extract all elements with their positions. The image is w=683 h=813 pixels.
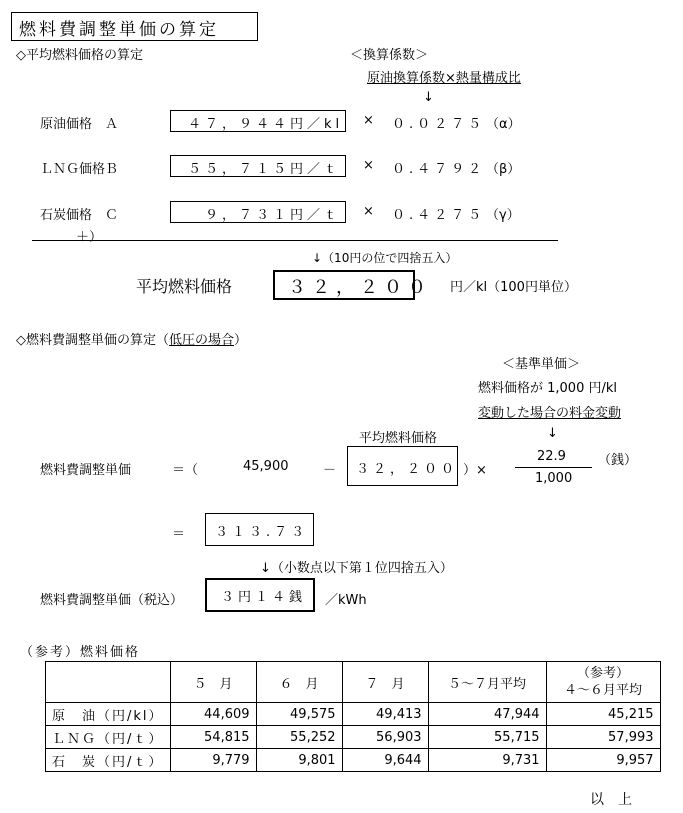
sen-unit: （銭） [598,453,638,468]
coef-formula: 原油換算係数×熱量構成比 [367,71,521,86]
sum-line [32,240,558,241]
std-line1: 燃料価格が 1,000 円/kl [478,381,618,396]
table-header-cell [46,662,171,703]
section1-heading: ◇平均燃料価格の算定 [16,48,143,63]
table-cell: 9,779 [170,749,256,772]
row-c-greek: （γ） [486,208,520,223]
table-header-cell: ５ 月 [170,662,256,703]
table-cell: 45,215 [546,703,660,726]
table-header-cell: ６ 月 [256,662,342,703]
row-b-greek: （β） [486,162,521,177]
row-a-greek: （α） [486,117,521,132]
table-header-row [46,662,661,703]
std-line2: 変動した場合の料金変動 [478,406,622,421]
denominator: 1,000 [535,471,573,486]
coef-arrow: ↓ [423,90,434,105]
row-a-op: × [363,113,374,128]
avg-value: ３２，２００ [288,277,432,298]
coef-header: ＜換算係数＞ [350,48,429,63]
row-c-price: ９，７３１円／ｔ [205,208,342,223]
table-cell: 49,413 [342,703,428,726]
calc-label: 燃料費調整単価 [40,463,132,478]
table-cell: 57,993 [546,726,660,749]
table-cell: 9,731 [428,749,546,772]
row-a-coef: ０.０２７５ [392,117,486,132]
tax-value: ３円１４銭 [221,590,307,605]
table-cell: 9,801 [256,749,342,772]
minus-sign: － [323,463,337,478]
avg-header: 平均燃料価格 [359,431,438,446]
round-note-1: ↓（10円の位で四捨五入） [312,251,458,265]
table-cell: 49,575 [256,703,342,726]
table-row [46,749,661,772]
table-row-label: 石 炭（円/ｔ） [46,749,171,772]
table-cell: 9,957 [546,749,660,772]
row-a-label: 原油価格 Ａ [40,117,119,132]
avg-value2: ３２，２００ [356,462,459,477]
table-cell: 55,715 [428,726,546,749]
numerator: 22.9 [537,449,566,464]
plus-mark: ＋） [76,230,103,245]
tax-label: 燃料費調整単価（税込） [40,593,184,608]
round-note-2: ↓（小数点以下第１位四捨五入） [260,561,453,576]
table-header-cell: ７ 月 [342,662,428,703]
table-cell: 55,252 [256,726,342,749]
eq-open: ＝（ [172,463,199,478]
closing-text: 以 上 [590,792,632,808]
table-row-label: 原 油（円/kl） [46,703,171,726]
row-c-coef: ０.４２７５ [392,208,486,223]
reference-table [45,661,661,772]
page-title: 燃料費調整単価の算定 [19,20,219,40]
fraction-line [515,467,592,468]
table-cell: 47,944 [428,703,546,726]
result-value: ３１３.７３ [215,525,309,540]
row-b-coef: ０.４７９２ [392,162,486,177]
section2-heading [16,329,247,348]
table-header-cell: （参考） ４～６月平均 [546,662,660,703]
section2-heading-underlined: 低圧の場合 [169,333,235,348]
row-a-price: ４７，９４４円／kl [188,117,344,132]
table-cell: 54,815 [170,726,256,749]
close-times: ）× [463,463,487,478]
row-b-price: ５５，７１５円／ｔ [188,162,342,177]
base-value: 45,900 [243,459,289,474]
reference-heading: （参考）燃料価格 [20,645,141,660]
tax-unit: ／kWh [325,593,367,608]
table-row-label: ＬＮＧ（円/ｔ） [46,726,171,749]
eq2-sign: ＝ [172,527,186,542]
table-header-cell: ５～７月平均 [428,662,546,703]
section2-heading-suffix: ） [234,333,248,348]
row-b-label: ＬＮＧ価格Ｂ [40,162,119,177]
row-c-op: × [363,204,374,219]
avg-label: 平均燃料価格 [136,277,233,296]
std-arrow: ↓ [547,426,558,441]
table-cell: 44,609 [170,703,256,726]
avg-unit: 円／kl（100円単位） [450,280,577,295]
table-row [46,726,661,749]
section2-heading-prefix: ◇燃料費調整単価の算定（ [16,333,169,348]
row-b-op: × [363,158,374,173]
std-header: ＜基準単価＞ [502,357,581,372]
table-cell: 9,644 [342,749,428,772]
table-row [46,703,661,726]
row-c-label: 石炭価格 Ｃ [40,208,119,223]
table-cell: 56,903 [342,726,428,749]
